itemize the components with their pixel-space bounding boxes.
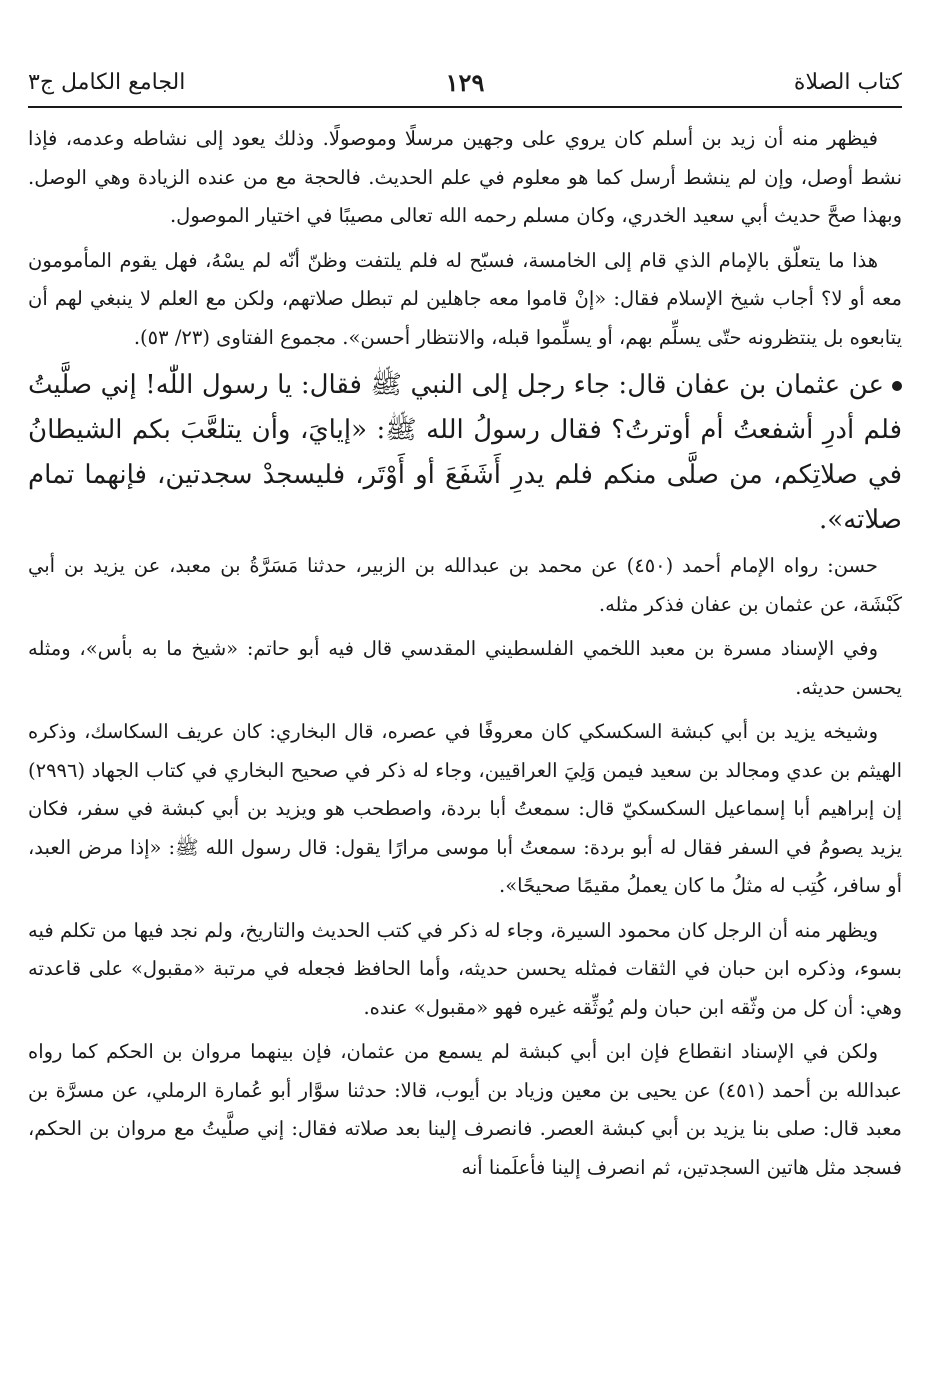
paragraph-4: حسن: رواه الإمام أحمد (٤٥٠) عن محمد بن عبدالله بن الزبير، حدثنا مَسَرَّةُ بن معبد، عن يزيد بن أبي كَبْشَة، عن عثمان بن عفان فذكر مثله. (28, 554, 902, 616)
paragraph-1: فيظهر منه أن زيد بن أسلم كان يروي على وجهين مرسلًا وموصولًا. وذلك يعود إلى نشاطه وعدمه، فإذا نشط أوصل، وإن لم ينشط أرسل كما هو معلوم في علم الحديث. فالحجة مع من عنده الزيادة وهي الوصل. وبهذا صحَّ حديث أبي سعيد الخدري، وكان مسلم رحمه الله تعالى مصيبًا في اختيار الموصول. (28, 127, 902, 227)
paragraph-5: وفي الإسناد مسرة بن معبد اللخمي الفلسطيني المقدسي قال فيه أبو حاتم: «شيخ ما به بأس»، ومثله يحسن حديثه. (28, 637, 902, 699)
book-title: الجامع الكامل ج٣ (28, 69, 186, 95)
paragraph-2: هذا ما يتعلّق بالإمام الذي قام إلى الخامسة، فسبّح له فلم يلتفت وظنّ أنّه لم يسْهُ، فهل يقوم المأمومون معه أو لا؟ أجاب شيخ الإسلام فقال: «إنْ قاموا معه جاهلين لم تبطل صلاتهم، ولكن مع العلم لا ينبغي لهم أن يتابعوه بل ينتظرونه حتّى يسلِّم بهم، أو يسلِّموا قبله، والانتظار أحسن». مجموع الفتاوى (٢٣/ ٥٣). (28, 248, 902, 349)
bullet-icon (892, 381, 902, 391)
chapter-title: كتاب الصلاة (793, 69, 902, 95)
hadith-paragraph (28, 363, 902, 543)
header-divider (28, 106, 902, 108)
paragraph-7: ويظهر منه أن الرجل كان محمود السيرة، وجاء له ذكر في كتب الحديث والتاريخ، ولم نجد فيها من تكلم فيه بسوء، وذكره ابن حبان في الثقات فمثله يحسن حديثه، وأما الحافظ فجعله في مرتبة «مقبول» على قاعدته وهي: أن كل من وثّقه ابن حبان ولم يُوثِّقه غيره فهو «مقبول» عنده. (28, 918, 902, 1019)
page-header (28, 62, 902, 102)
hadith-text: عن عثمان بن عفان قال: جاء رجل إلى النبي ﷺ فقال: يا رسول اللّٰه! إني صلَّيتُ فلم أدرِ أشفعتُ أم أوترتُ؟ فقال رسولُ الله ﷺ: «إيايَ، وأن يتلعَّبَ بكم الشيطانُ في صلاتِكم، من صلَّى منكم فلم يدرِ أَشَفَعَ أو أَوْتَر، فليسجدْ سجدتين، فإنهما تمام صلاته». (28, 370, 902, 535)
page-body (28, 120, 902, 1193)
paragraph-8: ولكن في الإسناد انقطاع فإن ابن أبي كبشة لم يسمع من عثمان، فإن بينهما مروان بن الحكم كما رواه عبدالله بن أحمد (٤٥١) عن يحيى بن معين وزياد بن أيوب، قالا: حدثنا سوَّار أبو عُمارة الرملي، عن مسرَّة بن معبد قال: صلى بنا يزيد بن أبي كبشة العصر. فانصرف إلينا بعد صلاته فقال: إني صلَّيتُ مع مروان بن الحكم، فسجد مثل هاتين السجدتين، ثم انصرف إلينا فأعلَمنا أنه (28, 1040, 902, 1179)
paragraph-6: وشيخه يزيد بن أبي كبشة السكسكي كان معروفًا في عصره، قال البخاري: كان عريف السكاسك، وذكره الهيثم بن عدي ومجالد بن سعيد فيمن وَلِيَ العراقيين، وجاء له ذكر في صحيح البخاري في كتاب الجهاد (٢٩٩٦) إن إبراهيم أبا إسماعيل السكسكيّ قال: سمعتُ أبا بردة، واصطحب هو ويزيد بن أبي كبشة في سفر، فكان يزيد يصومُ في السفر فقال له أبو بردة: سمعتُ أبا موسى مرارًا يقول: قال رسول الله ﷺ: «إذا مرض العبد، أو سافر، كُتِب له مثلُ ما كان يعملُ مقيمًا صحيحًا». (28, 720, 902, 897)
page-number: ١٢٩ (445, 67, 485, 97)
